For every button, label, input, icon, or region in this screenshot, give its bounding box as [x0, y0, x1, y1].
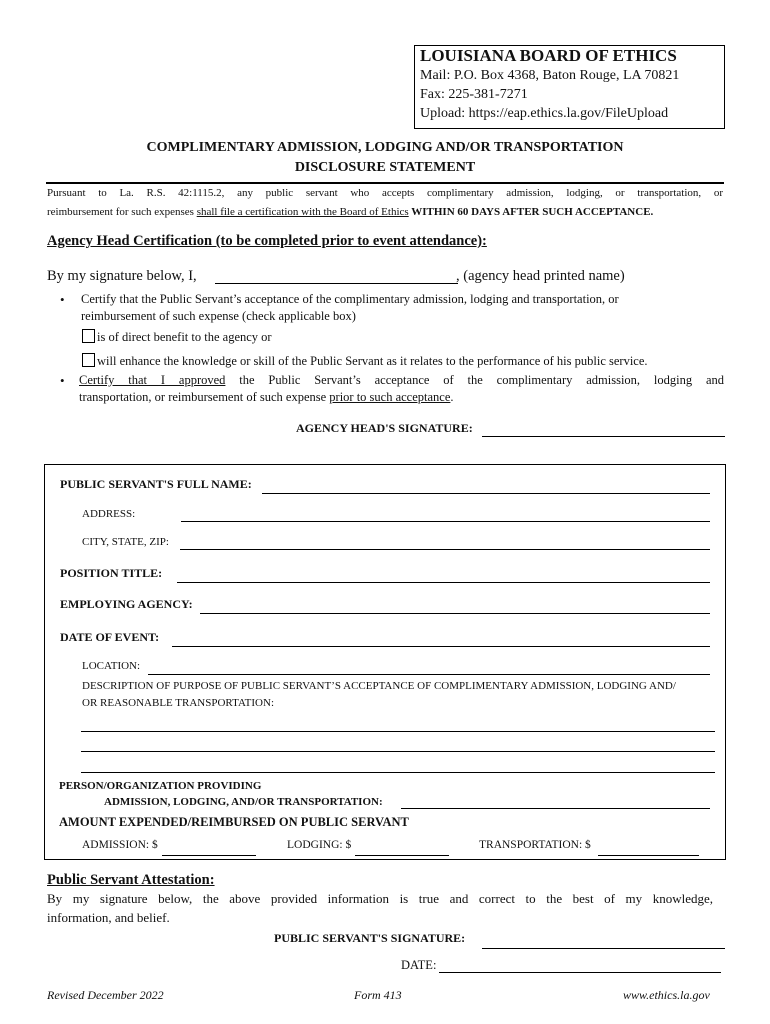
fax-number: Fax: 225-381-7271	[420, 87, 528, 102]
lodging-amount-field[interactable]	[355, 855, 449, 856]
bullet2-line2-c: .	[450, 390, 454, 404]
direct-benefit-label: is of direct benefit to the agency or	[97, 330, 272, 344]
address-field[interactable]	[181, 521, 710, 522]
intro-line2-c: WITHIN 60 DAYS AFTER SUCH ACCEPTANCE.	[408, 206, 654, 218]
footer-revised: Revised December 2022	[47, 988, 164, 1002]
bullet2-rest: the Public Servant’s acceptance of the complimentary admission, lodging and	[225, 373, 725, 387]
description-field-line3[interactable]	[81, 772, 715, 773]
amount-heading: AMOUNT EXPENDED/REIMBURSED ON PUBLIC SERVANT	[59, 815, 409, 829]
admission-label: ADMISSION: $	[82, 839, 158, 851]
lodging-label: LODGING: $	[287, 839, 352, 851]
bullet1-line2: reimbursement of such expense (check applicable box)	[81, 309, 356, 323]
bullet-icon: •	[60, 292, 65, 307]
intro-line2-b: shall file a certification with the Board of Ethics	[196, 206, 409, 218]
bullet2-approved: Certify that I approved	[79, 373, 226, 387]
bullet2-line1	[79, 373, 724, 388]
description-field-line2[interactable]	[81, 751, 715, 752]
full-name-label: PUBLIC SERVANT'S FULL NAME:	[60, 477, 252, 491]
intro-line2	[47, 206, 653, 218]
form-title-line2: DISCLOSURE STATEMENT	[294, 160, 476, 175]
attestation-text-line1: By my signature below, the above provided information is true and correct to the best of my knowledge,	[47, 891, 713, 906]
description-label-line2: OR REASONABLE TRANSPORTATION:	[82, 697, 274, 709]
transportation-amount-field[interactable]	[598, 855, 699, 856]
provider-field[interactable]	[401, 808, 710, 809]
direct-benefit-checkbox[interactable]	[82, 329, 95, 343]
mail-address: Mail: P.O. Box 4368, Baton Rouge, LA 70821	[420, 68, 680, 83]
date-field[interactable]	[439, 972, 721, 973]
date-label: DATE:	[401, 958, 437, 972]
admission-amount-field[interactable]	[162, 855, 256, 856]
public-servant-signature-label: PUBLIC SERVANT'S SIGNATURE:	[274, 931, 466, 945]
attestation-heading: Public Servant Attestation:	[47, 872, 215, 888]
address-label: ADDRESS:	[82, 508, 136, 520]
board-title: LOUISIANA BOARD OF ETHICS	[420, 46, 677, 65]
provider-label-line1: PERSON/ORGANIZATION PROVIDING	[59, 780, 262, 792]
attestation-text-line2: information, and belief.	[47, 910, 170, 925]
enhance-knowledge-checkbox[interactable]	[82, 353, 95, 367]
full-name-field[interactable]	[262, 493, 710, 494]
agency-head-name-field[interactable]	[215, 283, 458, 284]
description-label-line1: DESCRIPTION OF PURPOSE OF PUBLIC SERVANT’S ACCEPTANCE OF COMPLIMENTARY ADMISSION, LODGING AND/	[82, 680, 676, 692]
employing-agency-label: EMPLOYING AGENCY:	[60, 597, 193, 611]
city-state-zip-label: CITY, STATE, ZIP:	[82, 536, 169, 548]
title-divider	[46, 182, 724, 184]
location-field[interactable]	[148, 674, 710, 675]
date-of-event-field[interactable]	[172, 646, 710, 647]
provider-label-line2: ADMISSION, LODGING, AND/OR TRANSPORTATION:	[104, 796, 383, 808]
upload-url: Upload: https://eap.ethics.la.gov/FileUpload	[420, 106, 669, 121]
position-title-field[interactable]	[177, 582, 710, 583]
agency-head-signature-label: AGENCY HEAD'S SIGNATURE:	[296, 421, 473, 435]
agency-head-name-suffix: , (agency head printed name)	[456, 268, 625, 284]
footer-form-number: Form 413	[354, 988, 402, 1002]
bullet2-line2-b: prior to such acceptance	[329, 390, 451, 404]
agency-head-name-prefix: By my signature below, I,	[47, 268, 197, 284]
bullet2-line2-a: transportation, or reimbursement of such expense	[79, 390, 330, 404]
checkbox-enhance-row	[82, 353, 648, 369]
footer-website[interactable]: www.ethics.la.gov	[623, 988, 710, 1002]
location-label: LOCATION:	[82, 660, 141, 672]
date-of-event-label: DATE OF EVENT:	[60, 630, 160, 644]
agency-head-signature-field[interactable]	[482, 436, 725, 437]
position-title-label: POSITION TITLE:	[60, 566, 163, 580]
city-state-zip-field[interactable]	[180, 549, 710, 550]
employing-agency-field[interactable]	[200, 613, 710, 614]
description-field-line1[interactable]	[81, 731, 715, 732]
bullet2-line2	[79, 390, 454, 405]
enhance-knowledge-label: will enhance the knowledge or skill of the Public Servant as it relates to the performance of his public service.	[97, 354, 648, 368]
bullet1-line1: Certify that the Public Servant’s acceptance of the complimentary admission, lodging and transportation, or	[81, 292, 619, 306]
public-servant-signature-field[interactable]	[482, 948, 725, 949]
intro-line1: Pursuant to La. R.S. 42:1115.2, any public servant who accepts complimentary admission, lodging, or transportation, or	[47, 187, 723, 199]
bullet-icon: •	[60, 373, 65, 388]
agency-head-heading: Agency Head Certification (to be completed prior to event attendance):	[47, 233, 487, 249]
transportation-label: TRANSPORTATION: $	[479, 839, 591, 851]
form-title-line1: COMPLIMENTARY ADMISSION, LODGING AND/OR TRANSPORTATION	[146, 140, 624, 155]
intro-line2-a: reimbursement for such expenses	[47, 206, 197, 218]
checkbox-direct-benefit-row	[82, 329, 272, 345]
